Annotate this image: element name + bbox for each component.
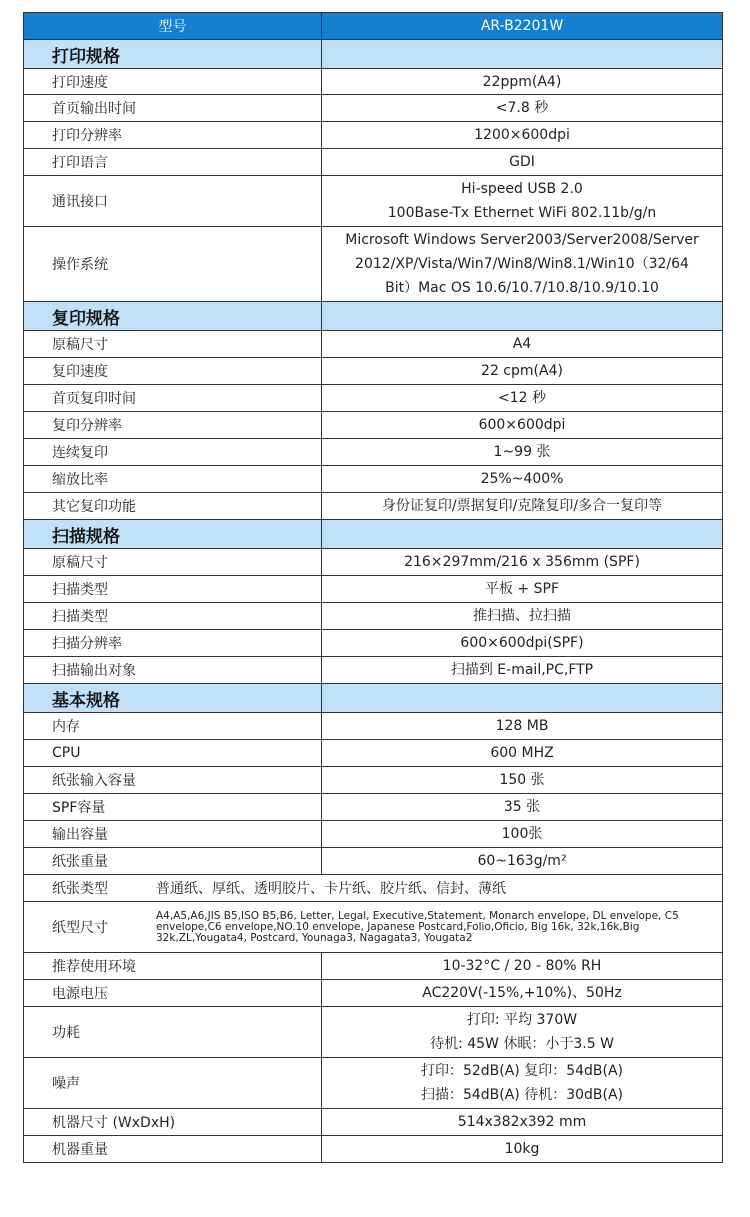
- section-title: 复印规格: [24, 302, 322, 331]
- spec-label: 打印速度: [24, 69, 322, 95]
- spec-value-line: 待机: 45W 休眠：小于3.5 W: [430, 1036, 614, 1052]
- spec-table-body: [24, 13, 723, 1163]
- spec-value-line: 128 MB: [495, 718, 549, 734]
- table-row: [24, 875, 723, 902]
- spec-value-line: 216×297mm/216 x 356mm (SPF): [404, 554, 640, 570]
- spec-label: 首页复印时间: [24, 385, 322, 412]
- spec-label: 操作系统: [24, 227, 322, 302]
- spec-label: 复印分辨率: [24, 412, 322, 439]
- spec-value: [322, 412, 723, 439]
- spec-value-line: Hi-speed USB 2.0: [461, 181, 583, 197]
- spec-value-line: 1200×600dpi: [474, 127, 570, 143]
- spec-value-line: 打印：52dB(A) 复印：54dB(A): [420, 1063, 624, 1079]
- spec-label: 原稿尺寸: [24, 549, 322, 576]
- spec-label: 扫描类型: [24, 603, 322, 630]
- table-row: [24, 848, 723, 875]
- spec-value-line: <12 秒: [498, 390, 546, 406]
- table-row: [24, 1007, 723, 1058]
- spec-label: 打印分辨率: [24, 122, 322, 149]
- spec-value: [322, 176, 723, 227]
- spec-label: 扫描分辨率: [24, 630, 322, 657]
- section-title: 打印规格: [24, 40, 322, 69]
- table-row: [24, 227, 723, 302]
- spec-value: [322, 1058, 723, 1109]
- spec-value: [322, 794, 723, 821]
- spec-value-line: 600×600dpi(SPF): [460, 635, 584, 651]
- spec-value: [322, 549, 723, 576]
- spec-label: 复印速度: [24, 358, 322, 385]
- spec-value: [322, 227, 723, 302]
- spec-label: 扫描输出对象: [24, 657, 322, 684]
- spec-value: [322, 657, 723, 684]
- spec-label: 其它复印功能: [24, 493, 322, 520]
- table-row: [24, 1136, 723, 1163]
- spec-value-line: 22 cpm(A4): [481, 363, 563, 379]
- spec-label: 机器重量: [24, 1136, 322, 1163]
- spec-label: 机器尺寸 (WxDxH): [24, 1109, 322, 1136]
- spec-value-line: 身份证复印/票据复印/克隆复印/多合一复印等: [381, 498, 663, 514]
- table-row: [24, 439, 723, 466]
- spec-label: 首页输出时间: [24, 95, 322, 122]
- spec-value: [322, 1109, 723, 1136]
- table-row: [24, 902, 723, 953]
- table-row: [24, 713, 723, 740]
- model-value: AR-B2201W: [322, 13, 723, 40]
- spec-value: [322, 1136, 723, 1163]
- table-header-row: [24, 13, 723, 40]
- table-row: [24, 1109, 723, 1136]
- table-row: [24, 821, 723, 848]
- spec-value-line: 扫描到 E-mail,PC,FTP: [450, 662, 594, 678]
- section-header-fill: [322, 40, 723, 69]
- table-row: [24, 122, 723, 149]
- section-header-fill: [322, 302, 723, 331]
- spec-value-line: 打印: 平均 370W: [466, 1012, 578, 1028]
- spec-value: [322, 630, 723, 657]
- spec-wide-cell: [24, 875, 723, 902]
- spec-label: 纸张类型: [52, 881, 108, 897]
- spec-value: [322, 848, 723, 875]
- table-row: [24, 767, 723, 794]
- spec-label: 打印语言: [24, 149, 322, 176]
- spec-value: [322, 740, 723, 767]
- spec-value-line: 扫描：54dB(A) 待机：30dB(A): [420, 1087, 624, 1103]
- spec-label: 电源电压: [24, 980, 322, 1007]
- spec-value: [322, 1007, 723, 1058]
- spec-value: [322, 493, 723, 520]
- spec-value-line: 平板 + SPF: [484, 581, 559, 597]
- spec-value: [322, 980, 723, 1007]
- spec-table: [23, 12, 723, 1163]
- spec-value: [322, 713, 723, 740]
- table-row: [24, 95, 723, 122]
- spec-value: [322, 576, 723, 603]
- table-row: [24, 794, 723, 821]
- spec-value-line: Microsoft Windows Server2003/Server2008/Server: [345, 232, 699, 248]
- table-row: [24, 176, 723, 227]
- spec-label: 内存: [24, 713, 322, 740]
- spec-value-line: 10kg: [504, 1141, 540, 1157]
- spec-wide-cell: [24, 902, 723, 953]
- section-header-fill: [322, 684, 723, 713]
- spec-value-line: 22ppm(A4): [482, 73, 562, 90]
- spec-value-line: AC220V(-15%,+10%)、50Hz: [422, 985, 622, 1001]
- section-header-row: [24, 40, 723, 69]
- table-row: [24, 740, 723, 767]
- section-title: 基本规格: [24, 684, 322, 713]
- spec-value-line: 1~99 张: [493, 444, 551, 460]
- spec-value: [322, 95, 723, 122]
- spec-label: 纸张输入容量: [24, 767, 322, 794]
- table-row: [24, 576, 723, 603]
- spec-value: [322, 149, 723, 176]
- spec-label: 纸型尺寸: [52, 920, 108, 936]
- table-row: [24, 1058, 723, 1109]
- spec-value-line: GDI: [509, 154, 535, 170]
- spec-value: [322, 385, 723, 412]
- spec-value: [322, 331, 723, 358]
- spec-label: 连续复印: [24, 439, 322, 466]
- spec-label: 缩放比率: [24, 466, 322, 493]
- table-row: [24, 358, 723, 385]
- spec-value-line: 600 MHZ: [490, 745, 554, 761]
- table-row: [24, 331, 723, 358]
- spec-value-line: 150 张: [499, 772, 545, 788]
- spec-value-line: <7.8 秒: [495, 100, 549, 116]
- spec-value-line: 35 张: [503, 799, 541, 815]
- table-row: [24, 69, 723, 95]
- spec-value: [322, 767, 723, 794]
- table-row: [24, 603, 723, 630]
- spec-label: 功耗: [24, 1007, 322, 1058]
- spec-label: 通讯接口: [24, 176, 322, 227]
- section-header-fill: [322, 520, 723, 549]
- spec-label: 噪声: [24, 1058, 322, 1109]
- spec-value-line: 推扫描、拉扫描: [473, 608, 571, 624]
- spec-label: 推荐使用环境: [24, 953, 322, 980]
- spec-value: [322, 466, 723, 493]
- table-row: [24, 493, 723, 520]
- spec-value-line: Bit）Mac OS 10.6/10.7/10.8/10.9/10.10: [385, 280, 659, 296]
- spec-value: [322, 603, 723, 630]
- spec-value-line: A4: [512, 336, 532, 352]
- spec-label: 原稿尺寸: [24, 331, 322, 358]
- spec-value-line: 25%~400%: [480, 471, 564, 487]
- section-title: 扫描规格: [24, 520, 322, 549]
- spec-value-line: 600×600dpi: [478, 417, 566, 433]
- spec-value-line: 2012/XP/Vista/Win7/Win8/Win8.1/Win10（32/64: [355, 256, 689, 272]
- spec-value: [322, 439, 723, 466]
- spec-label: SPF容量: [24, 794, 322, 821]
- model-label: 型号: [24, 13, 322, 40]
- section-header-row: [24, 520, 723, 549]
- table-row: [24, 549, 723, 576]
- table-row: [24, 385, 723, 412]
- spec-value: A4,A5,A6,JIS B5,ISO B5,B6, Letter, Legal, Executive,Statement, Monarch envelope, DL envelope, C5 envelope,C6 envelope,NO.10 envelope, Japanese Postcard,Folio,Oficio, Big 16k, 32k,16k,Big 32k,ZL,Yougata4, Postcard, Younaga3, Nagagata3, Yougata2: [156, 909, 679, 944]
- spec-value: [322, 358, 723, 385]
- table-row: [24, 657, 723, 684]
- spec-value-line: 514x382x392 mm: [457, 1114, 587, 1130]
- section-header-row: [24, 302, 723, 331]
- table-row: [24, 412, 723, 439]
- section-header-row: [24, 684, 723, 713]
- table-row: [24, 466, 723, 493]
- table-row: [24, 980, 723, 1007]
- spec-value-line: 100Base-Tx Ethernet WiFi 802.11b/g/n: [387, 205, 657, 221]
- spec-value-line: 60~163g/m²: [477, 853, 567, 869]
- spec-value: [322, 953, 723, 980]
- spec-value-line: 100张: [501, 826, 543, 842]
- spec-value-line: 10-32°C / 20 - 80% RH: [442, 958, 602, 974]
- table-row: [24, 630, 723, 657]
- spec-label: 扫描类型: [24, 576, 322, 603]
- spec-label: 纸张重量: [24, 848, 322, 875]
- table-row: [24, 953, 723, 980]
- spec-label: 输出容量: [24, 821, 322, 848]
- spec-value: [322, 69, 723, 95]
- spec-value: [322, 122, 723, 149]
- table-row: [24, 149, 723, 176]
- spec-value: 普通纸、厚纸、透明胶片、卡片纸、胶片纸、信封、薄纸: [156, 881, 506, 897]
- spec-label: CPU: [24, 740, 322, 767]
- spec-value: [322, 821, 723, 848]
